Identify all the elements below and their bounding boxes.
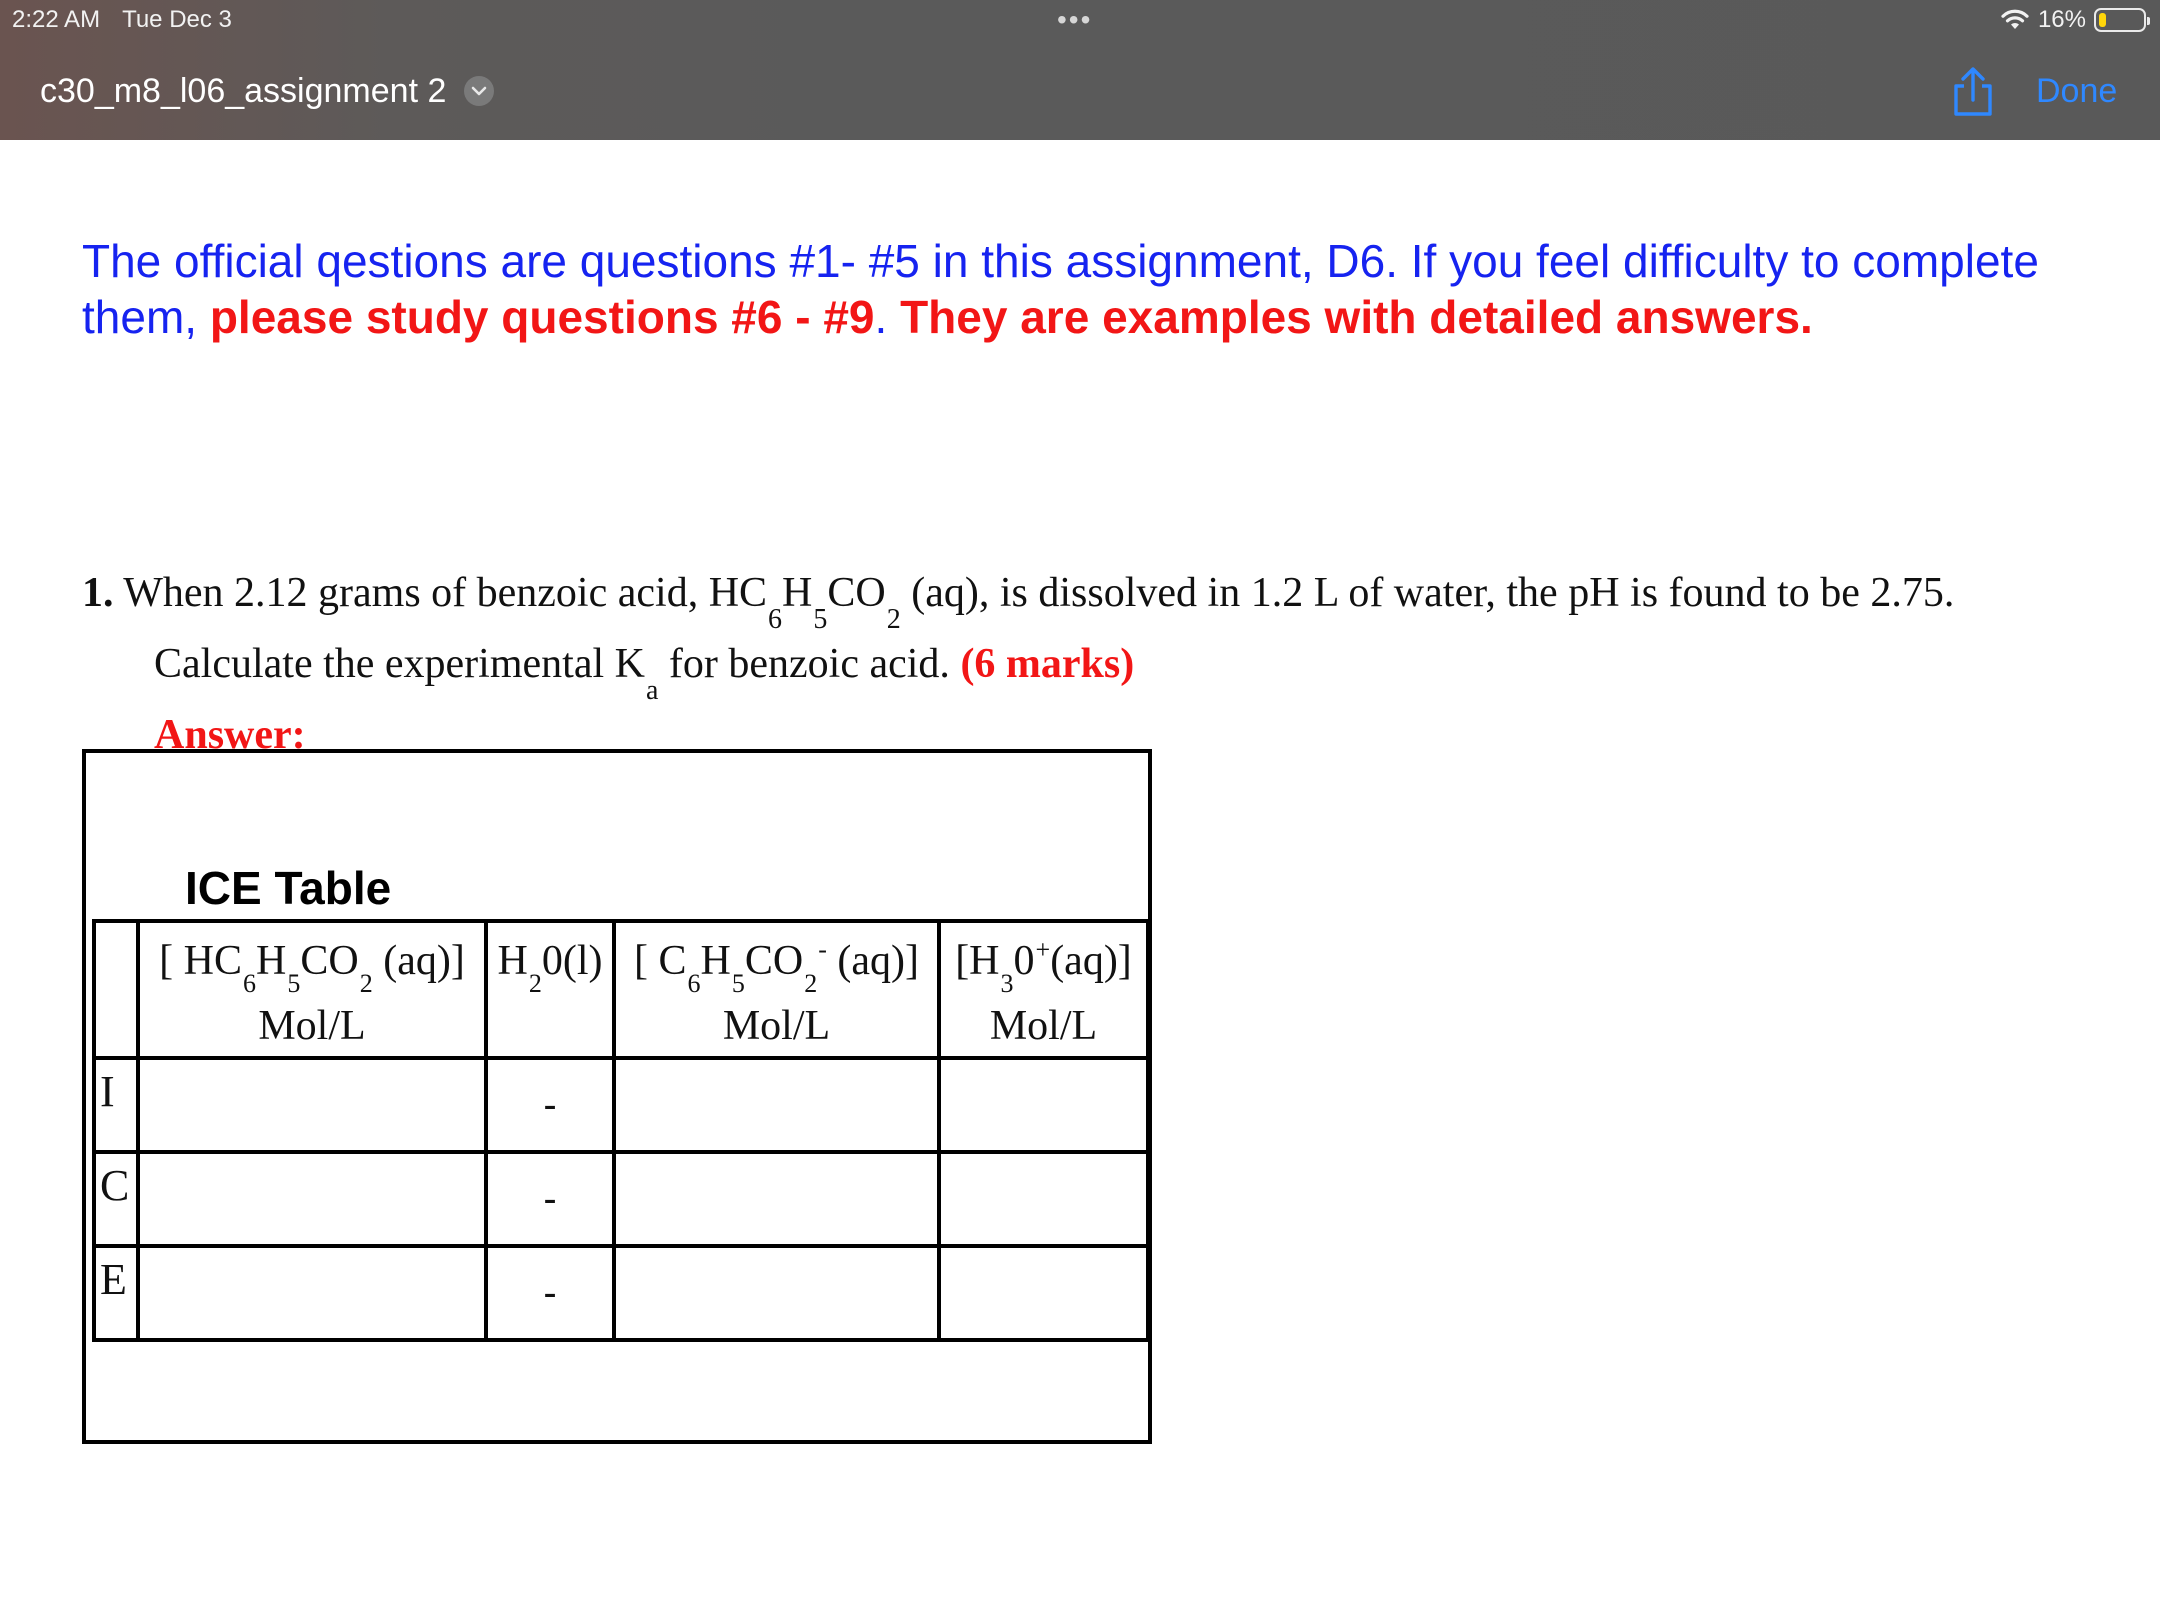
ice-header-acid: [ $HC_6H_5CO_2$ (aq)] Mol/L xyxy=(138,921,486,1058)
chevron-down-icon[interactable] xyxy=(464,76,494,106)
document-title: c30_m8_l06_assignment 2 xyxy=(40,71,447,110)
ice-cell-water: - xyxy=(486,1152,614,1246)
ice-header-water: $H_20(l)$ xyxy=(486,921,614,1058)
question-1-line-1 xyxy=(82,560,2082,635)
ice-table xyxy=(92,919,1150,1342)
battery-fill xyxy=(2099,13,2106,27)
status-bar-right xyxy=(2000,5,2146,35)
multitask-dots-icon[interactable]: ••• xyxy=(1057,4,1093,35)
unit-label: Mol/L xyxy=(258,1003,366,1049)
ice-header-hydronium: $[H_30^+(aq)]$ Mol/L xyxy=(939,921,1148,1058)
question-1-line-2 xyxy=(82,631,2082,706)
ice-cell-empty xyxy=(614,1152,939,1246)
status-time: 2:22 AM xyxy=(12,6,101,33)
document-title-menu[interactable] xyxy=(40,68,494,114)
answer-label: Answer: xyxy=(154,712,306,758)
ice-corner-cell xyxy=(94,921,138,1058)
question-text: When 2.12 grams of benzoic acid, HC xyxy=(113,570,768,616)
done-button[interactable]: Done xyxy=(2036,72,2118,110)
top-chrome xyxy=(0,0,2160,140)
unit-label: Mol/L xyxy=(722,1003,831,1049)
battery-icon xyxy=(2094,8,2146,32)
question-number: 1. xyxy=(82,570,114,616)
ice-cell-empty xyxy=(939,1246,1148,1340)
ice-cell-empty xyxy=(138,1058,486,1152)
ice-cell-empty xyxy=(939,1152,1148,1246)
ice-cell-empty xyxy=(614,1058,939,1152)
question-text: Calculate the experimental K xyxy=(154,641,645,687)
ice-cell-empty xyxy=(939,1058,1148,1152)
intro-emphasis-1: please study questions #6 - #9 xyxy=(209,291,875,343)
ice-cell-water: - xyxy=(486,1058,614,1152)
ice-cell-empty xyxy=(138,1246,486,1340)
ice-row-initial xyxy=(94,1058,1148,1152)
wifi-icon xyxy=(2000,8,2030,32)
question-1 xyxy=(82,560,2082,768)
ice-header-row xyxy=(94,921,1148,1058)
subscript: 5 xyxy=(813,604,828,635)
subscript: 6 xyxy=(768,604,783,635)
ice-row-equilibrium xyxy=(94,1246,1148,1340)
subscript: 2 xyxy=(886,604,901,635)
ice-cell-empty xyxy=(614,1246,939,1340)
ice-row-label: I xyxy=(94,1058,138,1152)
battery-percent: 16% xyxy=(2037,6,2086,33)
ice-row-label: E xyxy=(94,1246,138,1340)
ice-header-benzoate: [ $C_6H_5CO_2^-$ (aq)] Mol/L xyxy=(614,921,939,1058)
answer-box xyxy=(82,749,1152,1444)
ice-cell-water: - xyxy=(486,1246,614,1340)
intro-text-2: . xyxy=(874,291,901,343)
marks-label: (6 marks) xyxy=(960,641,1135,687)
intro-paragraph xyxy=(82,233,2122,345)
share-icon[interactable] xyxy=(1950,66,1996,118)
question-text: CO xyxy=(827,570,886,616)
ice-cell-empty xyxy=(138,1152,486,1246)
question-text: for benzoic acid. xyxy=(658,641,961,687)
intro-emphasis-2: They are examples with detailed answers. xyxy=(900,291,1813,343)
question-text: H xyxy=(782,570,813,616)
unit-label: Mol/L xyxy=(989,1003,1098,1049)
status-date: Tue Dec 3 xyxy=(122,6,232,33)
question-text: (aq), is dissolved in 1.2 L of water, the pH is found to be 2.75. xyxy=(900,570,1955,616)
ice-table-title: ICE Table xyxy=(185,862,392,914)
subscript: a xyxy=(645,675,659,706)
status-bar-time xyxy=(12,6,232,34)
ice-row-label: C xyxy=(94,1152,138,1246)
ice-row-change xyxy=(94,1152,1148,1246)
intro-text-1: The official qestions are questions #1- #5 in this assignment, D6. If you feel difficulty to complete them, xyxy=(82,235,2039,343)
